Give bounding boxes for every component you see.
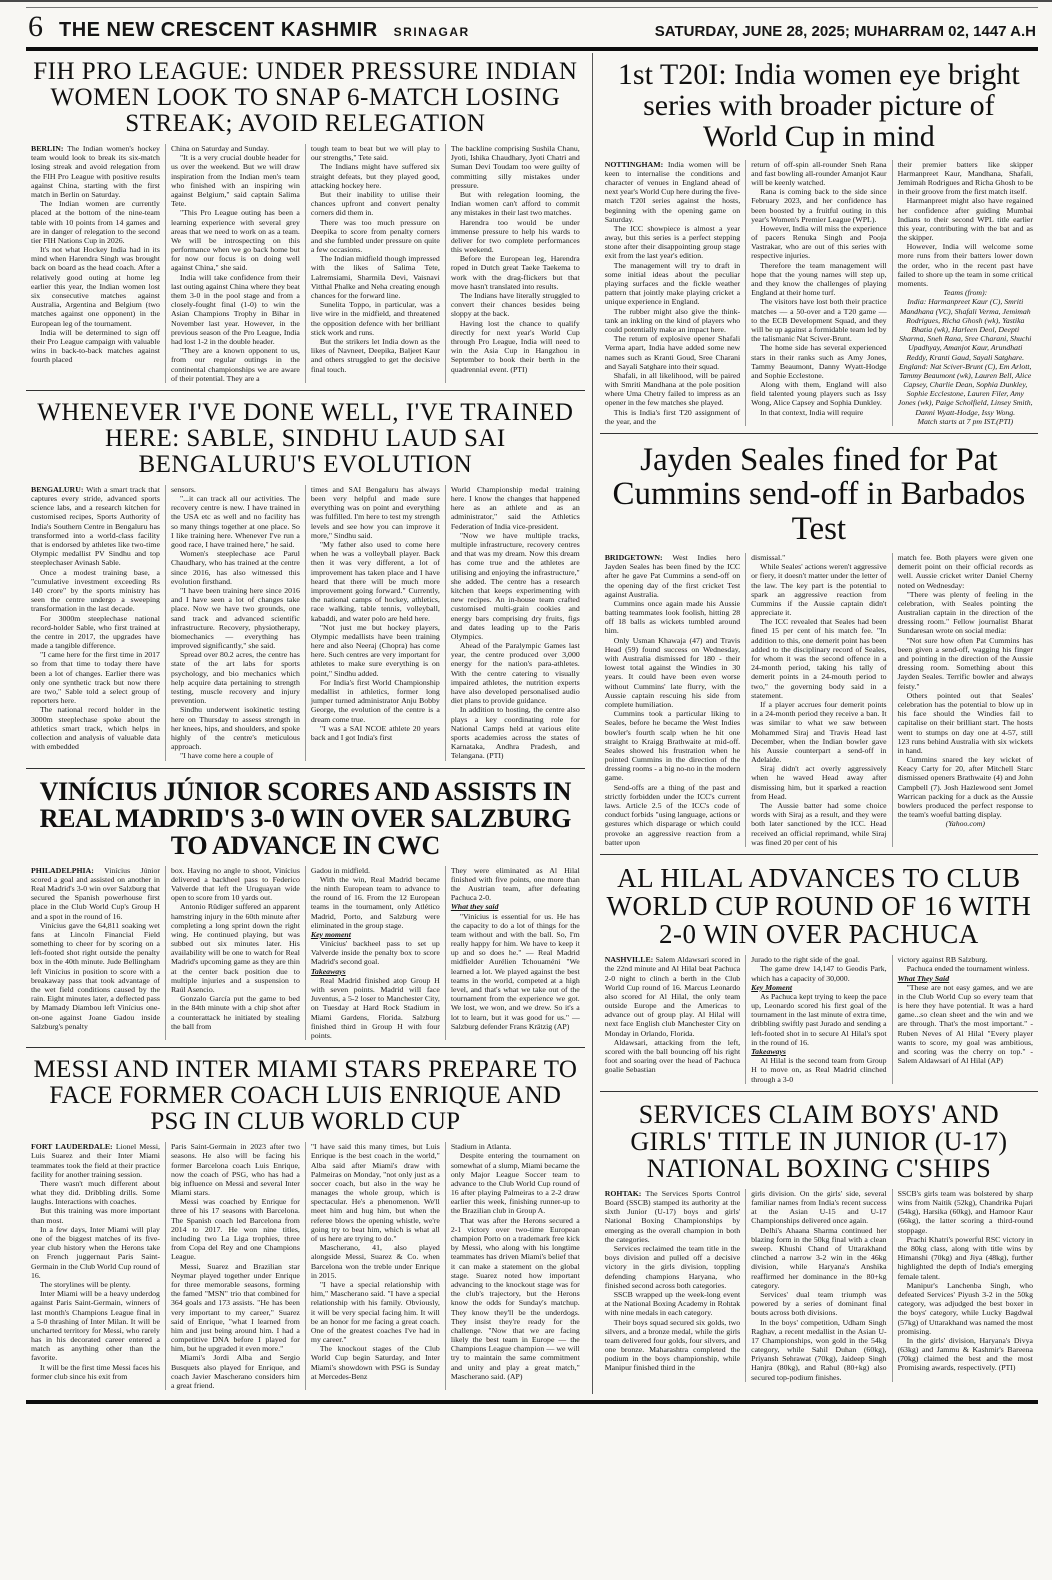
- paragraph: What they said: [450, 902, 499, 912]
- article-messi-inter-miami: [26, 1051, 585, 1394]
- paragraph: The ICC showpiece is almost a year away, but this series is a perfect stepping stone after their disappointing group stage exit from the last year's edition.: [604, 223, 741, 261]
- article-columns: [600, 160, 1038, 426]
- headline-seales: Jayden Seales fined for Pat Cummins send-off in Barbados Test: [612, 442, 1026, 547]
- text-column-2: [165, 1142, 305, 1390]
- paragraph: BENGALURU: With a smart track that captures every stride, advanced sports science labs, and a research kitchen for customised recipes, Sports Authority of India's Southern Centre in Bengaluru has transformed into a world-class facility that is endorsed by athletes like two-time Olympic medallist PV Sindhu and top steeplechaser Avinash Sable.: [31, 484, 160, 568]
- paragraph: Therefore the team management will hope that the young names will step up, and they know the challenges of playing England at their home turf.: [751, 260, 887, 298]
- paragraph: Inter Miami will be a heavy underdog against Paris Saint-Germain, winners of last month's Champions League final in a 5-0 thrashing of Inter Milan. It will be uncharted territory for Messi, who rarely has in his decorated career entered a match as anything other than the favorite.: [31, 1289, 160, 1363]
- paragraph: However, India will miss the experience of pacers Renuka Singh and Pooja Vastrakar, who are out of this series with respective injuries.: [751, 223, 887, 261]
- paragraph: For 3000m steeplechase national record-holder Sable, who first trained at the centre in 2017, the upgrades have made a tangible difference.: [31, 613, 160, 651]
- paragraph: (Yahoo.com): [945, 819, 985, 829]
- article-t20i-india-women: [600, 53, 1038, 430]
- paragraph: The game drew 14,147 to Geodis Park, which has a capacity of 30,000.: [751, 964, 887, 983]
- paragraph: Aldawsari, attacking from the left, scored with the ball bouncing off his right foot and soaring over the head of Pachuca goalie Sebastian: [604, 1037, 741, 1075]
- paragraph: dismissal.": [751, 552, 786, 562]
- article-columns: [600, 955, 1038, 1084]
- paragraph: "I came here for the first time in 2017 so from that time to today there have been a lot of changes. Earlier there was only one synthetic track but now there are two," Sable told a select group of reporters here.: [31, 650, 160, 706]
- paragraph: BERLIN: The Indian women's hockey team would look to break its six-match losing streak and avoid relegation from the FIH Pro League with positive results against China, starting with the first match in Berlin on Saturday.: [31, 144, 160, 199]
- section-divider: [26, 390, 585, 391]
- paragraph: girls division. On the girls' side, several familiar names from India's recent success at the Asian U-15 and U-17 Championships delivered once again.: [751, 1188, 887, 1226]
- paragraph: Antonio Rüdiger suffered an apparent hamstring injury in the 60th minute after completing a long sprint down the right wing. He continued playing, but was subbed out six minutes later. His availability will be one to watch for Real Madrid's upcoming game as they are thin at the center back position due to multiple injuries and a suspension to Raúl Asencio.: [170, 902, 300, 995]
- date-line: SATURDAY, JUNE 28, 2025; MUHARRAM 02, 1447 A.H: [654, 23, 1036, 40]
- paragraph: In the boys' competition, Udham Singh Raghav, a recent medallist in the Asian U-17 Championships, won gold in the 54kg category, while Sahil Duhan (60kg), Priyansh Sehrawat (70kg), Jaideep Singh Hanjra (80kg), and Rahul (80+kg) also secured top-podium finishes.: [751, 1317, 887, 1382]
- paragraph: FORT LAUDERDALE: Lionel Messi, Luis Suarez and their Inter Miami teammates took the field at their practice facility for another training session.: [31, 1142, 160, 1179]
- paragraph: "This Pro League outing has been a learning experience with several grey areas that we need to work on as a team. We will be introspecting on this performance when we go back home but for now our focus is on doing well against China," she said.: [170, 208, 300, 273]
- paragraph: The storylines will be plenty.: [40, 1279, 131, 1289]
- paragraph: "I was a SAI NCOE athlete 20 years back and I got India's first: [310, 723, 440, 742]
- article-vinicius-real-madrid: [26, 772, 585, 1045]
- paragraph: Despite entering the tournament on somewhat of a slump, Miami became the only Major League Soccer team to advance to the Club World Cup round of 16 after playing Palmeiras to a 2-2 draw earlier this week, finishing runner-up to the Brazilian club in Group A.: [450, 1151, 580, 1216]
- paragraph: Pachuca ended the tournament winless.: [906, 964, 1030, 974]
- text-column-4: [445, 866, 585, 1041]
- paragraph: NASHVILLE: Salem Aldawsari scored in the 22nd minute and Al Hilal beat Pachuca 2-0 night to clinch a berth in the Club World Cup round of 16. Marcus Leonardo also scored for Al Hilal, the only team outside Europe and the Americas to advance out of group play. Al Hilal will next face English club Manchester City on Monday in Orlando, Florida.: [604, 955, 741, 1038]
- paragraph: Al Hilal is the second team from Group H to move on, as Real Madrid clinched through a 3-0: [751, 1056, 887, 1084]
- paragraph: Gadou in midfield.: [310, 865, 370, 875]
- text-column-2: [745, 160, 891, 426]
- section-divider: [26, 1047, 585, 1048]
- paragraph: But this training was more important than most.: [31, 1206, 160, 1225]
- paragraph: SSCB wrapped up the week-long event at the National Boxing Academy in Rohtak with nine medals in each category.: [604, 1289, 741, 1318]
- paragraph: Real Madrid finished atop Group H with seven points. Madrid will face Juventus, a 5-2 loser to Manchester City, on Tuesday at Hard Rock Stadium in Miami Gardens, Florida. Salzburg finished third in Group H with four points.: [310, 975, 440, 1040]
- paragraph: The Indians might have suffered six straight defeats, but they played good, attacking hockey here.: [310, 162, 440, 190]
- paragraph: their premier batters like skipper Harmanpreet Kaur, Mandhana, Shafali, Jemimah Rodrigues and Richa Ghosh to be in their groove from the first match itself.: [897, 159, 1033, 197]
- paragraph: Mascherano, 41, also played alongside Messi, Suarez & Co. when Barcelona won the treble under Enrique in 2015.: [310, 1243, 440, 1280]
- paragraph: The knockout stages of the Club World Cup begin Saturday, and Inter Miami's showdown with PSG is Sunday at Mercedes-Benz: [310, 1344, 440, 1381]
- paragraph: Shafali, in all likelihood, will be paired with Smriti Mandhana at the pole position where Uma Chetry failed to impress as an opener in the few matches she played.: [604, 370, 741, 408]
- paragraph: "Not just me but hockey players, Olympic medallists have been training here and also Neeraj (Chopra) has come here. Such centres are very important for athletes to make sure everything is on point," Sindhu added.: [310, 622, 440, 678]
- paragraph: The return of explosive opener Shafali Verma apart, India have added some new names such as Kranti Goud, Sree Charani and Sayali Satghare into their squad.: [604, 334, 741, 371]
- paragraph: This is India's first T20 assignment of the year, and the: [604, 407, 741, 426]
- paragraph: The Indians have literally struggled to convert their chances besides being sloppy at the back.: [450, 291, 580, 319]
- text-column-2: [165, 866, 305, 1041]
- paragraph: times and SAI Bengaluru has always been very helpful and made sure everything was on point and everything was fulfilled. I'm here to test my strength levels and see how you can improve it more," Sindhu said.: [310, 484, 440, 540]
- text-column-2: [745, 955, 891, 1084]
- article-columns: [600, 1189, 1038, 1382]
- text-column-4: [445, 144, 585, 383]
- paragraph: Sindhu underwent isokinetic testing here on Thursday to assess strength in her knees, hips, and shoulders, and spoke highly of the centre's meticulous approach.: [170, 705, 300, 752]
- paragraph: That was after the Herons secured a 2-1 victory over two-time European champion Porto on a trademark free kick by Messi, who along with his longtime teammates has driven Miami's belief that it can make a statement on the global stage. Suarez noted how important advancing to the knockout stage was for the club's trajectory, but the Herons know the odds for Sunday's matchup. They know they'll be the underdogs. They insist they're ready for the challenge. "Now that we are facing likely the best team in Europe — the Champions League champion — we will try to maintain the same commitment and unity and play a great match," Mascherano said. (AP): [450, 1215, 580, 1381]
- paragraph: ROHTAK: The Services Sports Control Board (SSCB) stamped its authority at the sixth Junior (U-17) boys and girls' National Boxing Championships by emerging as the overall champion in both the categories.: [604, 1188, 741, 1244]
- paragraph: In addition to hosting, the centre also plays a key coordinating role for National Camps held at various elite sports academies across the states of Karnataka, Andhra Pradesh, and Telangana. (PTI): [450, 705, 580, 761]
- text-column-1: [600, 955, 745, 1084]
- paragraph: "...it can track all our activities. The recovery centre is new. I have trained in the USA etc as well and no facility has so many things together at one place. So I like training here. Whenever I've run a good race, I have trained here," he said.: [170, 494, 300, 549]
- paragraph: Vinícius' backheel pass to set up Valverde inside the penalty box to score Madrid's second goal.: [310, 939, 440, 967]
- paragraph: Send-offs are a thing of the past and strictly forbidden under the ICC's current laws. Article 2.5 of the ICC's code of conduct forbids "using language, actions or gestures which disparage or which could provoke an aggressive reaction from a batter upon: [604, 782, 741, 847]
- paragraph: BRIDGETOWN: West Indies hero Jayden Seales has been fined by the ICC after he gave Pat Cummins a send-off on the opening day of the first cricket Test against Australia.: [604, 552, 741, 599]
- page-bottom-rule: [26, 1400, 1038, 1404]
- paragraph: The Aussie batter had some choice words with Siraj as a result, and they were both later sanctioned by the ICC. Head received an official reprimand, while Siraj was fined 20 per cent of his: [751, 801, 887, 847]
- headline-fih-pro-league: FIH PRO LEAGUE: UNDER PRESSURE INDIAN WOMEN LOOK TO SNAP 6-MATCH LOSING STREAK; AVOID RELEGATION: [33, 58, 578, 137]
- paragraph: Harmanpreet might also have regained her confidence after guiding Mumbai Indians to their second WPL title earlier this year, contributing with the bat and as the skipper.: [897, 196, 1033, 243]
- paragraph: The backline comprising Sushila Chanu, Jyoti, Ishika Chaudhary, Jyoti Chatri and Suman Devi Toudam too were guilty of committing silly mistakes under pressure.: [450, 144, 580, 190]
- paragraph: Ahead of the Paralympic Games last year, the centre produced over 3,000 energy for the nation's para-athletes. With the centre catering to visually impaired athletes, the nutrition experts have also developed personalised audio diet plans to provide guidance.: [450, 641, 580, 706]
- paragraph: Delhi's Ahaana Sharma continued her blazing form in the 50kg final with a clean sweep. Khushi Chand of Uttarakhand clinched a narrow 3-2 win in the 46kg division, while Haryana's Anshika reaffirmed her dominance in the 80+kg category.: [751, 1225, 887, 1290]
- paragraph: "I have come here a couple of: [179, 751, 274, 761]
- paragraph: return of off-spin all-rounder Sneh Rana and fast bowling all-rounder Amanjot Kaur will be keenly watched.: [751, 159, 887, 187]
- paragraph: Only Usman Khawaja (47) and Travis Head (59) found success on Wednesday, with Australia dismissed for 180 - their lowest total against the Windies in 30 years. It could have been even worse without Cummins' late flurry, with the Aussie captain rescuing his side from complete humiliation.: [604, 635, 741, 709]
- right-section: [593, 53, 1038, 1394]
- headline-vinicius: VINÍCIUS JÚNIOR SCORES AND ASSISTS IN REAL MADRID'S 3-0 WIN OVER SALZBURG TO ADVANCE IN CWC: [39, 776, 572, 860]
- paragraph: Services' dual team triumph was powered by a series of dominant final bouts across both divisions.: [751, 1289, 887, 1318]
- paragraph: The visitors have lost both their practice matches — a 50-over and a T20 game — to the ECB Development Squad, and they will be up against a formidable team led by the talismanic Nat Sciver-Brunt.: [751, 297, 887, 344]
- section-divider: [600, 1091, 1038, 1092]
- paragraph: With the win, Real Madrid became the ninth European team to advance to the round of 16. From the 12 European teams in the tournament, only Atlético Madrid, Porto, and Salzburg were eliminated in the group stage.: [310, 874, 440, 930]
- paragraph: If a player accrues four demerit points in a 24-month period they receive a ban. It was similar to what we saw between Mohammed Siraj and Travis Head last December, when the Indian bowler gave his Aussie counterpart a send-off in Adelaide.: [751, 699, 887, 765]
- article-columns: [26, 485, 585, 761]
- paragraph: PHILADELPHIA: Vinícius Júnior scored a goal and assisted on another in Real Madrid's 3-0 win over Salzburg that secured the Spanish powerhouse first place in the Club World Cup's Group H and a spot in the round of 16.: [31, 865, 160, 921]
- paragraph: India: Harmanpreet Kaur (C), Smriti Mandhana (VC), Shafali Verma, Jemimah Rodrigues, Richa Ghosh (wk), Yastika Bhatia (wk), Harleen Deol, Deepti Sharma, Sneh Rana, Sree Charani, Shuchi Upadhyay, Amanjot Kaur, Arundhati Reddy, Kranti Gaud, Sayali Satghare.: [899, 297, 1032, 362]
- city-label: SRINAGAR: [393, 25, 470, 39]
- paragraph: Rana is coming back to the side since February 2023, and her confidence has been boosted by a fruitful outing in this year's Women's Premier League (WPL).: [751, 187, 887, 224]
- text-column-2: [165, 144, 305, 383]
- left-section: [26, 53, 593, 1394]
- paragraph: Siraj didn't act overly aggressively when he waved Head away after dismissing him, but it sparked a reaction from Head.: [751, 764, 887, 801]
- page-number: 6: [28, 10, 43, 43]
- paragraph: Women's steeplechase ace Parul Chaudhary, who has trained at the centre since 2016, has also witnessed this evolution firsthand.: [170, 549, 300, 586]
- paragraph: India will be determined to sign off their Pro League campaign with valuable wins in back-to-back matches against fourth placed: [31, 327, 160, 365]
- paragraph: "Vinícius is essential for us. He has the capacity to do a lot of things for the team without and with the ball. So, I'm really happy for him. We have to keep it up and so does he." — Real Madrid midfielder Aurélien Tchouaméni "We learned a lot. We played against the best teams in the world, competed at a high level, and that's what we take out of the tournament from the experience we got. We lost, we won, and we drew. So it's a lot to learn, but it was good for us." — Salzburg defender Frans Krätzig (AP): [450, 911, 580, 1031]
- text-column-2: [745, 1189, 891, 1382]
- paragraph: The rubber might also give the think-tank an inkling on the kind of players who could potentially make an impact here.: [604, 306, 741, 334]
- paragraph: Services reclaimed the team title in the boys division and pulled off a decisive victory in the girls division, toppling defending champions Haryana, who finished second across both categories.: [604, 1244, 741, 1290]
- paragraph: "These are not easy games, and we are in the Club World Cup so every team that is here they have potential. It was a hard game...so clean sheet and the win and we are through. That's the most important." - Ruben Neves of Al Hilal "Every player wants to score, my goal was ambitious, and scoring was the cherry on top." - Salem Aldawsari of Al Hilal (AP): [897, 982, 1033, 1066]
- paragraph: Having lost the chance to qualify directly for next year's World Cup through Pro League, India will need to win the Asia Cup in Hangzhou in September to book their berth in the quadrennial event. (PTI): [450, 318, 580, 374]
- text-column-1: [26, 485, 165, 761]
- paragraph: Others pointed out that Seales' celebration has the potential to blow up in his face should the Windies fail to capitalise on their brilliant start. The hosts went to stumps on day one at 4-57, still 123 runs behind Australia with six wickets in hand.: [897, 690, 1033, 755]
- article-columns: [600, 553, 1038, 847]
- text-column-3: [892, 553, 1038, 847]
- paragraph: Jurado to the right side of the goal.: [751, 955, 860, 965]
- paragraph: Cummins took a particular liking to Seales, before he became the West Indies bowler's fourth scalp when he hit one straight to Kraigg Brathwaite at mid-off. Seales showed his frustration when he pointed Cummins in the direction of the dressing rooms - a big no-no in the modern game.: [604, 709, 741, 783]
- paragraph: "There was plenty of feeling in the celebration, with Seales pointing the Australian captain in the direction of the dressing room." Fellow journalist Bharat Sundaresan wrote on social media:: [897, 589, 1033, 636]
- paragraph: match fee. Both players were given one demerit point on their official records as well. Aussie cricket writer Daniel Cherny noted on Wednesday:: [897, 552, 1033, 590]
- paragraph: box. Having no angle to shoot, Vinícius delivered a backheel pass to Federico Valverde that left the Uruguayan wide open to score from 10 yards out.: [170, 865, 300, 903]
- paragraph: Along with them, England will also field talented young players such as Issy Wong, Alice Capsey and Sophia Dunkley.: [751, 380, 887, 408]
- paragraph: "Not sure how often Pat Cummins has been given a send-off, wagging his finger and pointing in the direction of the Aussie dressing room. Something about this Jayden Seales. Terrific bowler and always feisty.": [897, 635, 1033, 691]
- paragraph: Paris Saint-Germain in 2023 after two seasons. He also will be facing his former Barcelona coach Luis Enrique, now the coach of PSG, who has had a big influence on Messi and several Inter Miami stars.: [170, 1142, 300, 1198]
- article-fih-pro-league: [26, 53, 585, 387]
- paragraph: In that context, India will require: [760, 407, 864, 417]
- article-columns: [26, 866, 585, 1041]
- paragraph: Gonzalo García put the game to bed in the 84th minute with a chip shot after a counterattack he initiated by stealing the ball from: [170, 994, 300, 1031]
- text-column-1: [26, 144, 165, 383]
- headline-sable-sindhu: WHENEVER I'VE DONE WELL, I'VE TRAINED HERE: SABLE, SINDHU LAUD SAI BENGALURU'S EVOLUTION: [37, 398, 574, 478]
- paragraph: Harendra too would be under immense pressure to help his wards to deliver for two complete performances this weekend.: [450, 217, 580, 255]
- headline-messi-psg: MESSI AND INTER MIAMI STARS PREPARE TO FACE FORMER COACH LUIS ENRIQUE AND PSG IN CLUB WORLD CUP: [33, 1056, 578, 1136]
- paragraph: The management will try to draft in some initial ideas about the peculiar playing surfaces and the fickle weather pattern that jointly make playing cricket a unique experience in England.: [604, 260, 741, 307]
- paragraph: As Pachuca kept trying to keep the pace up, Leonardo scored his first goal of the tournament in the last minute of extra time, dribbling swiftly past Jurado and sending a left-footed shot in to secure Al Hilal's spot in the round of 16.: [751, 991, 887, 1047]
- article-columns: [26, 1142, 585, 1390]
- text-column-1: [600, 553, 745, 847]
- paragraph: Vinícius gave the 64,811 soaking wet fans at Lincoln Financial Field something to cheer for by scoring on a left-footed shot right outside the penalty box in the 40th minute. Jude Bellingham left Vinícius in position to score with a breakaway pass that took advantage of the wet field conditions caused by the rain. Eight minutes later, a deflected pass by Mamady Diambou left Vinícius one-on-one against Joane Gadou inside Salzburg's penalty: [31, 920, 160, 1031]
- text-column-1: [26, 866, 165, 1041]
- article-sable-sindhu-sai: [26, 394, 585, 765]
- paragraph: In a few days, Inter Miami will play one of the biggest matches of its five-year club history when the Herons take on French juggernaut Paris Saint-Germain in the Club World Cup round of 16.: [31, 1224, 160, 1280]
- paragraph: World Championship medal training here. I know the changes that happened here as an athlete and as an administrator," said the Athletics Federation of India vice-president.: [450, 484, 580, 531]
- page-body: [26, 53, 1038, 1394]
- paragraph: But the strikers let India down as the likes of Navneet, Deepika, Baljeet Kaur and others struggled to get the decisive final touch.: [310, 336, 440, 374]
- paragraph: Spread over 80.2 acres, the centre has state of the art labs for sports psychology, and bio mechanics which help acquire data pertaining to strength testing, muscle recovery and injury prevention.: [170, 650, 300, 706]
- paragraph: But with relegation looming, the Indian women can't afford to commit any mistakes in their last two matches.: [450, 189, 580, 218]
- paragraph: There was too much pressure on Deepika to score from penalty corners and she fumbled under pressure on quite a few occasions.: [310, 217, 440, 255]
- paragraph: The Indian midfield though impressed with the likes of Salima Tete, Lalremsiami, Sharmila Devi, Vaisnavi Vitthal Phalke and Neha creating enough chances for the forward line.: [310, 254, 440, 300]
- paragraph: China on Saturday and Sunday.: [170, 144, 269, 153]
- section-divider: [600, 854, 1038, 855]
- text-column-2: [165, 485, 305, 761]
- paragraph: England: Nat Sciver-Brunt (C), Em Arlott, Tammy Beaumont (wk), Lauren Bell, Alice Capsey, Charlie Dean, Sophia Dunkley, Sophie Ecclestone, Lauren Filer, Amy Jones (wk), Paige Scholfield, Linsey Smith, Danni Wyatt-Hodge, Issy Wong.: [897, 361, 1033, 417]
- paragraph: Sunelita Toppo, in particular, was a live wire in the midfield, and threatened the opposition defence with her brilliant stick work and runs.: [310, 300, 440, 337]
- section-divider: [600, 433, 1038, 434]
- paragraph: "They are a known opponent to us, from our regular outings in the continental championships we are aware of their potential. They are a: [170, 346, 300, 383]
- paragraph: Their boys squad secured six golds, two silvers, and a bronze medal, while the girls team delivered four golds, four silvers, and one bronze. Maharashtra completed the podium in the boys championship, while Manipur finished third in the: [604, 1317, 741, 1373]
- paragraph: While Seales' actions weren't aggressive or fiery, it doesn't matter under the letter of the law. The key part is the potential to spark an aggressive reaction from Cummins if the Aussie captain didn't appreciate it.: [751, 562, 887, 618]
- paragraph: There wasn't much different about what they did. Dribbling drills. Some laughs. Interactions with coaches.: [31, 1178, 160, 1207]
- paragraph: "It is a very crucial double header for us over the weekend. But we will draw inspiration from the Indian men's team who finished with an inspiring win against Belgium," said captain Salima Tete.: [170, 153, 300, 209]
- text-column-3: [305, 866, 445, 1041]
- paragraph: In the girls' division, Haryana's Divya (63kg) and Jammu & Kashmir's Bareena (70kg) claimed the best and the most Promising awards, respectively. (PTI): [897, 1335, 1033, 1373]
- text-column-3: [305, 1142, 445, 1390]
- paragraph: Takeaways: [751, 1047, 786, 1057]
- text-column-3: [892, 955, 1038, 1084]
- paragraph: "My father also used to come here when he was a volleyball player. Back then it was very different, a lot of improvement has taken place and I have heard that there will be much more improvement going forward." Currently, the national camps of hockey, athletics, race walking, table tennis, volleyball, kabaddi, and water polo are held here.: [310, 540, 440, 623]
- paragraph: NOTTINGHAM: India women will be keen to internalise the conditions and character of venues in England ahead of next year's World Cup here during the five-match T20I series against the hosts, beginning with the opening game on Saturday.: [604, 159, 741, 224]
- paragraph: Prachi Khatri's powerful RSC victory in the 80kg class, along with title wins by Himanshi (70kg) and Jiya (48kg), further highlighted the depth of India's emerging female talent.: [897, 1234, 1033, 1281]
- paragraph: But their inability to utilise their chances upfront and convert penalty corners did them in.: [310, 189, 440, 218]
- paragraph: tough team to beat but we will play to our strengths," Tete said.: [310, 144, 440, 163]
- text-column-1: [26, 1142, 165, 1390]
- paragraph: Key Moment: [751, 982, 793, 992]
- paragraph: Messi, Suarez and Brazilian star Neymar played together under Enrique for three memorable seasons, forming the famed "MSN" trio that combined for 364 goals and 173 assists. "He has been very important to my career," Suarez said of Enrique, "what I learned from him and just being around him. I had a competitive DNA before I played for him, but he upgraded it even more.": [170, 1261, 300, 1354]
- paragraph: "I have said this many times, but Luis Enrique is the best coach in the world," Alba said after Miami's draw with Palmeiras on Monday, "not only just as a soccer coach, but also in the way he manages the whole group, which is spectacular. He's a phenomenon. We'll meet him and hug him, but when the referee blows the opening whistle, we're going try to beat him, which is what all of us here are trying to do.": [310, 1142, 440, 1244]
- paragraph: Match starts at 7 pm IST.(PTI): [917, 416, 1014, 426]
- paragraph: victory against RB Salzburg.: [897, 955, 988, 965]
- paragraph: India will take confidence from their last outing against China where they beat them 3-0 in the pool stage and from a closely-fought final (1-0) to win the Asian Champions Trophy in Bihar in November last year. However, in the previous season of the Pro League, India had lost 1-2 in the double header.: [170, 272, 300, 346]
- paragraph: Before the European leg, Harendra roped in Dutch great Taeke Taekema to work with the drag-flickers but that move hasn't translated into results.: [450, 254, 580, 291]
- text-column-3: [305, 144, 445, 383]
- text-column-4: [445, 1142, 585, 1390]
- paragraph: The Indian women are currently placed at the bottom of the nine-team table with 10 points from 14 games and are in danger of relegation to the second tier FIH Nations Cup in 2026.: [31, 199, 160, 245]
- article-services-boxing: [600, 1095, 1038, 1386]
- paragraph: Teams (from):: [943, 288, 988, 298]
- text-column-3: [892, 160, 1038, 426]
- paragraph: "Now we have multiple tracks, multiple infrastructure, recovery centres and that was my dream. Now this dream has come true and the athletes are utilising and enjoying the infrastructure," she added. The centre has a research kitchen that keeps experimenting with new recipes. An in-house team crafted customised multi-grain cookies and energy bars comprising dry fruits, figs and dates leading up to the Paris Olympics.: [450, 530, 580, 641]
- masthead-title: THE NEW CRESCENT KASHMIR: [59, 19, 378, 41]
- article-columns: [26, 144, 585, 383]
- paragraph: Miami's Jordi Alba and Sergio Busquets also played for Enrique, and coach Javier Mascherano considers him a great friend.: [170, 1353, 300, 1391]
- page-header: [26, 7, 1038, 47]
- paragraph: Messi was coached by Enrique for three of his 17 seasons with Barcelona. The Spanish coach led Barcelona from 2014 to 2017. He won nine titles, including two La Liga trophies, three from Copa del Rey and one Champions League.: [170, 1197, 300, 1262]
- text-column-3: [892, 1189, 1038, 1382]
- text-column-4: [445, 485, 585, 761]
- paragraph: "I have a special relationship with him," Mascherano said. "I have a special relationship with his family. Obviously, it will be very special facing him. It will be an honor for me facing a great coach. One of the greatest coaches I've had in my career.": [310, 1279, 440, 1345]
- paragraph: sensors.: [170, 484, 196, 494]
- masthead-rule: [26, 47, 1038, 51]
- paragraph: They were eliminated as Al Hilal finished with five points, one more than the Austrian team, after defeating Pachuca 2-0.: [450, 865, 580, 903]
- headline-t20i: 1st T20I: India women eye bright series with broader picture of World Cup in mind: [617, 58, 1020, 154]
- text-column-1: [600, 160, 745, 426]
- paragraph: The home side has several experienced stars in their ranks such as Amy Jones, Tammy Beaumont, Danny Wyatt-Hodge and Sophie Ecclestone.: [751, 343, 887, 380]
- paragraph: For India's first World Championship medallist in athletics, former long jumper turned administrator Anju Bobby George, the evolution of the centre is a dream come true.: [310, 677, 440, 724]
- headline-al-hilal: AL HILAL ADVANCES TO CLUB WORLD CUP ROUND OF 16 WITH 2-0 WIN OVER PACHUCA: [606, 862, 1032, 950]
- paragraph: Cummins once again made his Aussie batting teammates look foolish, hitting 28 off 18 balls as wickets tumbled around him.: [604, 598, 741, 636]
- paragraph: However, India will welcome some more runs from their batters lower down the order, who in the recent past have failed to shore up the team in some critical moments.: [897, 242, 1033, 288]
- article-seales-fined: [600, 437, 1038, 851]
- headline-services-boxing: SERVICES CLAIM BOYS' AND GIRLS' TITLE IN JUNIOR (U-17) NATIONAL BOXING C'SHIPS: [630, 1099, 1008, 1183]
- paragraph: It will be the first time Messi faces his former club since his exit from: [31, 1362, 160, 1381]
- paragraph: "I have been training here since 2016 and I have seen a lot of changes take place. Now we have two grounds, one sand track and advanced scientific infrastructure. Recovery, physiotherapy, biomechanics — everything has improved significantly," she said.: [170, 585, 300, 651]
- paragraph: Once a modest training base, a "cumulative investment exceeding Rs 140 crore" by the sports ministry has seen the centre undergo a sweeping transformation in the last decade.: [31, 567, 160, 614]
- section-divider: [26, 768, 585, 769]
- paragraph: Manipur's Lanchenba Singh, who defeated Services' Piyush 3-2 in the 50kg category, was adjudged the best boxer in the boys' category, while Lucky Bagdwal (57kg) of Uttarakhand was named the most promising.: [897, 1280, 1033, 1336]
- text-column-1: [600, 1189, 745, 1382]
- paragraph: Key moment: [310, 929, 351, 939]
- paragraph: The national record holder in the 3000m steeplechase spoke about the athletics smart track, which helps in collection and analysis of valuable data with embedded: [31, 705, 160, 752]
- article-al-hilal-pachuca: [600, 858, 1038, 1088]
- paragraph: It's not what Hockey India had in its mind when Harendra Singh was brought back on board as the head coach. After a relatively good outing at home leg earlier this year, the Indian women lost six consecutive matches against Australia, Argentina and Belgium (two matches against one opponent) in the European leg of the tournament.: [31, 245, 160, 328]
- text-column-3: [305, 485, 445, 761]
- text-column-2: [745, 553, 891, 847]
- paragraph: Cummins snared the key wicket of Keacy Carty for 20, after Mitchell Starc dismissed openers Brathwaite (4) and John Campbell (7). Josh Hazlewood sent Jomel Warrican packing for a duck as the Aussie bowlers produced the perfect response to the team's woeful batting display.: [897, 755, 1033, 820]
- paragraph: The ICC revealed that Seales had been fined 15 per cent of his match fee. "In addition to this, one demerit point has been added to the disciplinary record of Seales, for whom it was the second offence in a 24-month period, taking his tally of demerit points in a 24-mouth period to two," the governing body said in a statement.: [751, 617, 887, 700]
- paragraph: Takeaways: [310, 966, 346, 976]
- paragraph: SSCB's girls team was bolstered by sharp wins from Naitik (52kg), Chandrika Pujari (54kg), Harsika (60kg), and Hamoor Kaur (66kg), the latter scoring a third-round stoppage.: [897, 1188, 1033, 1235]
- paragraph: Stadium in Atlanta.: [450, 1142, 512, 1152]
- paragraph: What They Said: [897, 973, 950, 983]
